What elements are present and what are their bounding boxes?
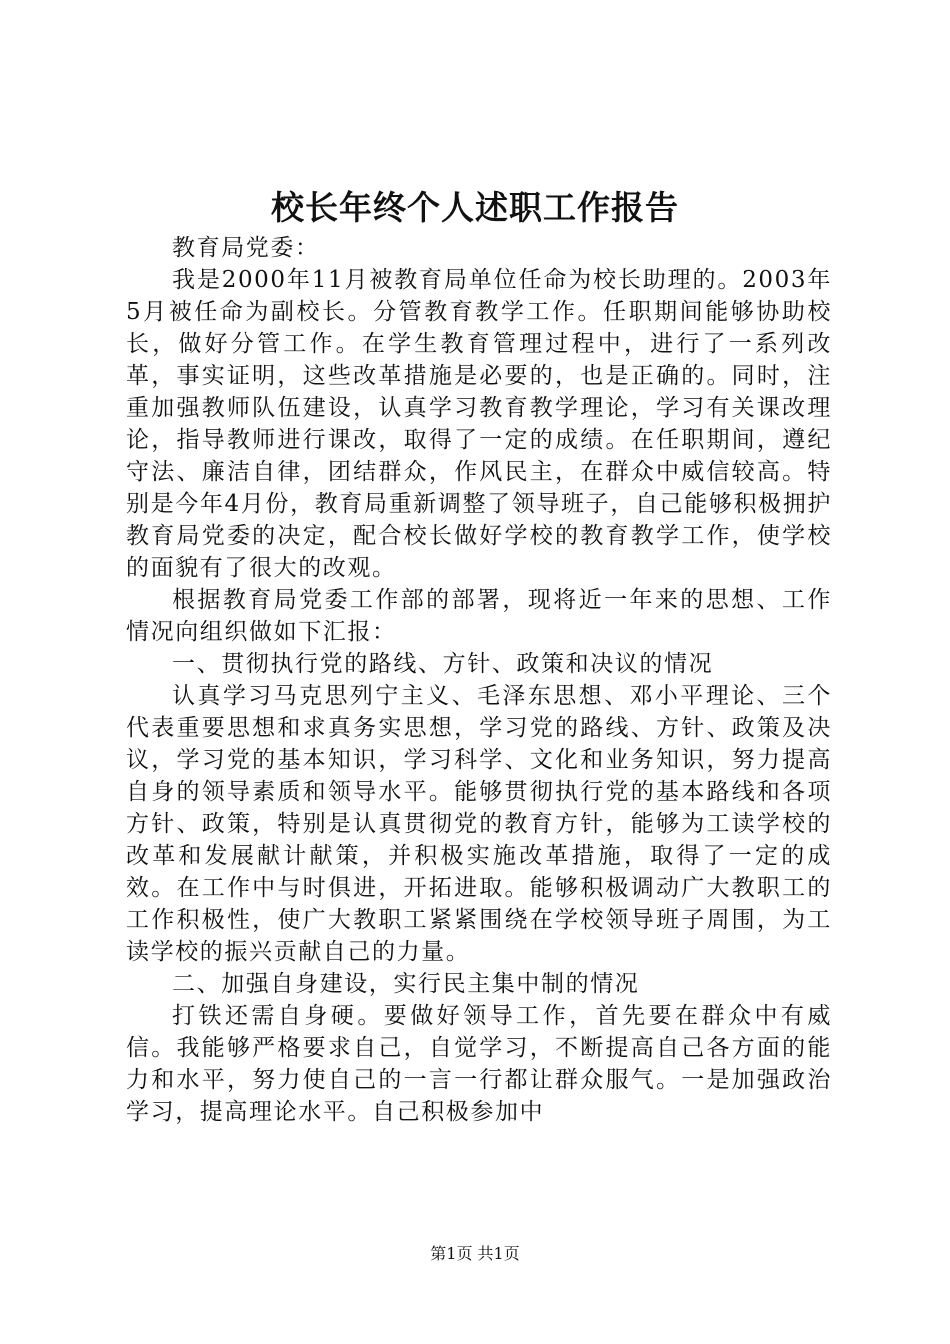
paragraph-section-2: 打铁还需自身硬。要做好领导工作，首先要在群众中有威信。我能够严格要求自己，自觉学习，不断提高自己各方面的能力和水平，努力使自己的一言一行都让群众服气。一是加强政治学习，提高理论水平。自己积极参加中 (126, 1003, 832, 1125)
document-body (126, 232, 832, 1128)
section-heading-1: 一、贯彻执行党的路线、方针、政策和决议的情况 (172, 651, 714, 677)
document-title: 校长年终个人述职工作报告 (271, 188, 679, 227)
salutation: 教育局党委： (172, 235, 320, 261)
page-footer: 第1页 共1页 (430, 1244, 520, 1263)
paragraph-report-lead: 根据教育局党委工作部的部署，现将近一年来的思想、工作情况向组织做如下汇报： (126, 587, 832, 645)
paragraph-intro: 我是2000年11月被教育局单位任命为校长助理的。2003年5月被任命为副校长。分管教育教学工作。任职期间能够协助校长，做好分管工作。在学生教育管理过程中，进行了一系列改革，事实证明，这些改革措施是必要的，也是正确的。同时，注重加强教师队伍建设，认真学习教育教学理论，学习有关课改理论，指导教师进行课改，取得了一定的成绩。在任职期间，遵纪守法、廉洁自律，团结群众，作风民主，在群众中威信较高。特别是今年4月份，教育局重新调整了领导班子，自己能够积极拥护教育局党委的决定，配合校长做好学校的教育教学工作，使学校的面貌有了很大的改观。 (126, 267, 832, 581)
paragraph-section-1: 认真学习马克思列宁主义、毛泽东思想、邓小平理论、三个代表重要思想和求真务实思想，学习党的路线、方针、政策及决议，学习党的基本知识，学习科学、文化和业务知识，努力提高自身的领导素质和领导水平。能够贯彻执行党的基本路线和各项方针、政策，特别是认真贯彻党的教育方针，能够为工读学校的改革和发展献计献策，并积极实施改革措施，取得了一定的成效。在工作中与时俱进，开拓进取。能够积极调动广大教职工的工作积极性，使广大教职工紧紧围绕在学校领导班子周围，为工读学校的振兴贡献自己的力量。 (126, 683, 832, 965)
section-heading-2: 二、加强自身建设，实行民主集中制的情况 (172, 971, 640, 997)
